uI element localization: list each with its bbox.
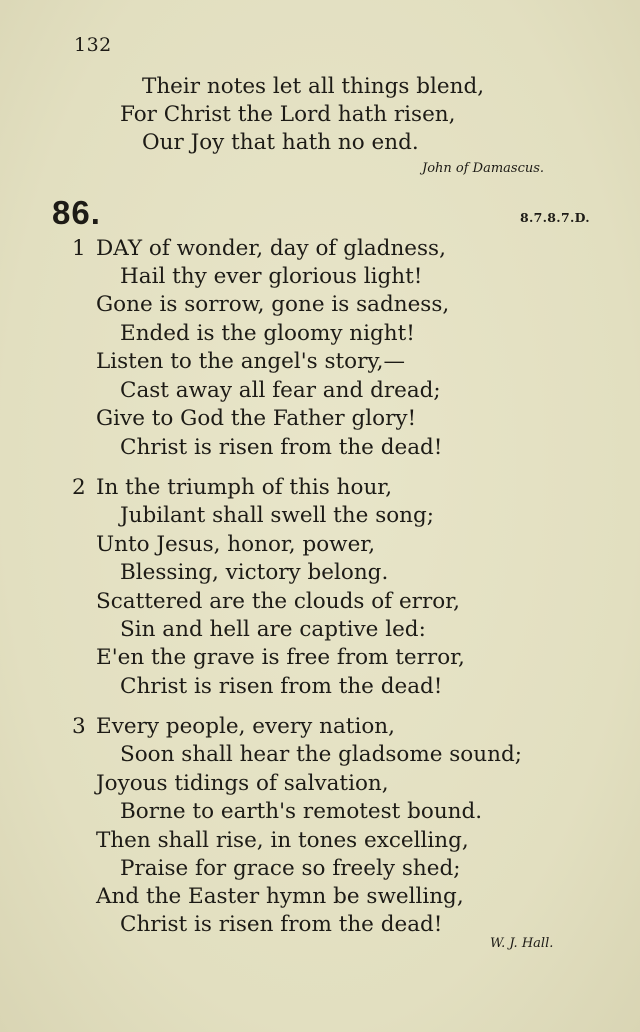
verse-line: Gone is sorrow, gone is sadness,	[96, 292, 450, 317]
verse-line: Christ is risen from the dead!	[120, 674, 443, 699]
verse-line: Then shall rise, in tones excelling,	[96, 828, 469, 853]
verse-line: Every people, every nation,	[96, 714, 395, 739]
verse-line: E'en the grave is free from terror,	[96, 645, 465, 670]
verse-line: Borne to earth's remotest bound.	[120, 799, 483, 824]
verse-line: Christ is risen from the dead!	[120, 912, 443, 937]
verse-line: Praise for grace so freely shed;	[120, 856, 461, 881]
page-number: 132	[74, 34, 112, 56]
verse-line: Listen to the angel's story,—	[96, 349, 406, 374]
verse-line: And the Easter hymn be swelling,	[96, 884, 464, 909]
verse-line: Soon shall hear the gladsome sound;	[120, 742, 522, 767]
verse-line: Jubilant shall swell the song;	[120, 503, 435, 528]
hymn-meter: 8.7.8.7.D.	[520, 210, 590, 225]
verse-line: Scattered are the clouds of error,	[96, 589, 460, 614]
verse-line: Joyous tidings of salvation,	[96, 771, 389, 796]
verse-number: 1	[72, 236, 86, 261]
verse-line: Give to God the Father glory!	[96, 406, 417, 431]
hymn-number: 86.	[52, 194, 101, 231]
prev-hymn-line: Their notes let all things blend,	[142, 74, 485, 99]
verse-line: In the triumph of this hour,	[96, 475, 393, 500]
prev-hymn-line: For Christ the Lord hath risen,	[120, 102, 456, 127]
hymn-author: W. J. Hall.	[490, 936, 554, 951]
verse-line: Christ is risen from the dead!	[120, 435, 443, 460]
verse-line: Ended is the gloomy night!	[120, 321, 415, 346]
verse-line: Blessing, victory belong.	[120, 560, 389, 585]
prev-hymn-line: Our Joy that hath no end.	[142, 130, 419, 155]
prev-hymn-author: John of Damascus.	[422, 161, 545, 176]
verse-line: DAY of wonder, day of gladness,	[96, 236, 446, 261]
verse-line: Sin and hell are captive led:	[120, 617, 426, 642]
verse-number: 3	[72, 714, 86, 739]
verse-number: 2	[72, 475, 86, 500]
verse-line: Unto Jesus, honor, power,	[96, 532, 376, 557]
verse-line: Hail thy ever glorious light!	[120, 264, 423, 289]
verse-line: Cast away all fear and dread;	[120, 378, 441, 403]
